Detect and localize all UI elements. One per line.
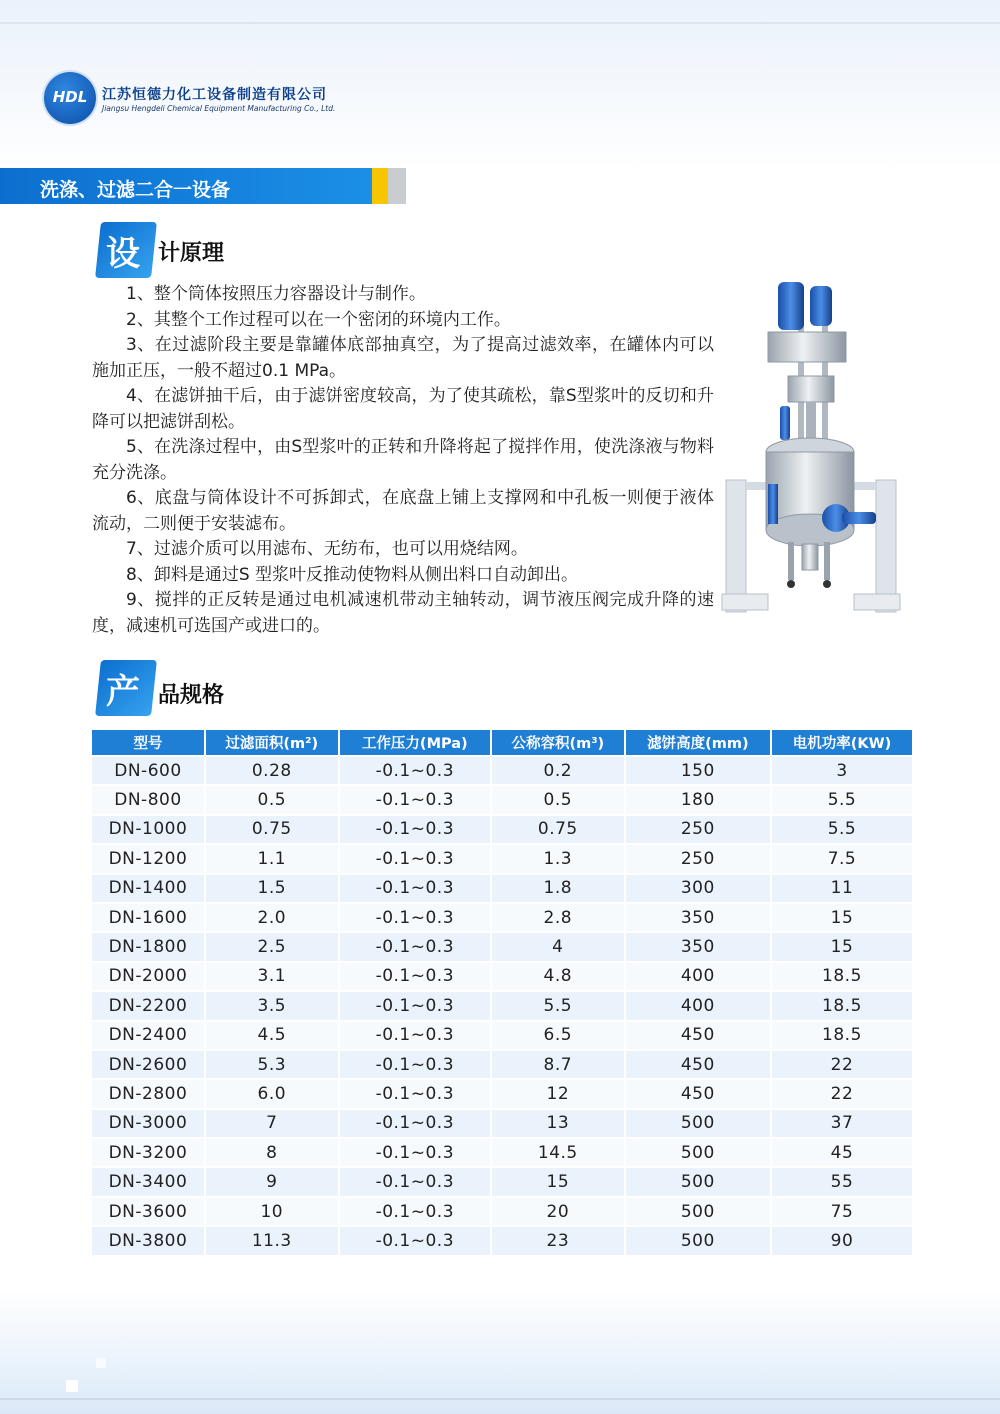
footer-decor-square — [96, 1358, 106, 1368]
table-cell: DN-2600 — [92, 1051, 204, 1078]
table-cell: 0.75 — [492, 816, 624, 843]
principle-item: 9、搅拌的正反转是通过电机减速机带动主轴转动，调节液压阀完成升降的速度，减速机可选国产或进口的。 — [92, 590, 714, 636]
principle-item: 7、过滤介质可以用滤布、无纺布，也可以用烧结网。 — [126, 539, 528, 559]
footer-background — [0, 1290, 1000, 1414]
table-cell: 11 — [772, 875, 912, 902]
filter-washer-machine-illustration — [718, 272, 904, 622]
table-cell: 0.5 — [206, 786, 338, 813]
table-cell: 90 — [772, 1227, 912, 1254]
table-cell: 15 — [492, 1168, 624, 1195]
table-cell: DN-3200 — [92, 1139, 204, 1166]
table-cell: 18.5 — [772, 1022, 912, 1049]
table-cell: 3.5 — [206, 992, 338, 1019]
table-row — [92, 963, 912, 990]
header-divider — [0, 22, 1000, 24]
header-model: 型号 — [92, 730, 204, 755]
table-cell: -0.1~0.3 — [340, 1227, 490, 1254]
table-row — [92, 1227, 912, 1254]
table-cell: 3.1 — [206, 963, 338, 990]
table-cell: DN-800 — [92, 786, 204, 813]
principle-item: 5、在洗涤过程中，由S型浆叶的正转和升降将起了搅拌作用，使洗涤液与物料充分洗涤。 — [92, 437, 714, 483]
table-cell: 7.5 — [772, 845, 912, 872]
table-cell: -0.1~0.3 — [340, 992, 490, 1019]
table-cell: DN-3800 — [92, 1227, 204, 1254]
principle-item: 6、底盘与筒体设计不可拆卸式，在底盘上铺上支撑网和中孔板一则便于液体流动，二则便于安装滤布。 — [92, 488, 714, 534]
table-row — [92, 845, 912, 872]
footer-divider — [0, 1398, 1000, 1400]
header-motor-power: 电机功率(KW) — [772, 730, 912, 755]
table-cell: DN-1800 — [92, 933, 204, 960]
table-cell: 400 — [626, 992, 770, 1019]
table-cell: DN-1000 — [92, 816, 204, 843]
table-cell: 10 — [206, 1198, 338, 1225]
table-row — [92, 1168, 912, 1195]
table-cell: 180 — [626, 786, 770, 813]
table-cell: 8 — [206, 1139, 338, 1166]
table-row — [92, 1080, 912, 1107]
page-title: 洗涤、过滤二合一设备 — [40, 179, 231, 201]
table-cell: DN-1200 — [92, 845, 204, 872]
table-cell: -0.1~0.3 — [340, 1139, 490, 1166]
table-cell: 0.5 — [492, 786, 624, 813]
footer-decor-square — [66, 1380, 78, 1392]
table-cell: 500 — [626, 1139, 770, 1166]
table-cell: 12 — [492, 1080, 624, 1107]
table-cell: -0.1~0.3 — [340, 1168, 490, 1195]
table-cell: 150 — [626, 757, 770, 784]
table-cell: DN-600 — [92, 757, 204, 784]
principle-item: 8、卸料是通过S 型浆叶反推动使物料从侧出料口自动卸出。 — [126, 564, 579, 585]
table-cell: -0.1~0.3 — [340, 933, 490, 960]
table-cell: 1.5 — [206, 875, 338, 902]
table-cell: 22 — [772, 1080, 912, 1107]
table-cell: -0.1~0.3 — [340, 845, 490, 872]
table-cell: DN-2800 — [92, 1080, 204, 1107]
table-cell: 8.7 — [492, 1051, 624, 1078]
table-cell: -0.1~0.3 — [340, 1198, 490, 1225]
table-cell: -0.1~0.3 — [340, 816, 490, 843]
table-cell: 500 — [626, 1110, 770, 1137]
table-cell: -0.1~0.3 — [340, 875, 490, 902]
table-cell: DN-2200 — [92, 992, 204, 1019]
table-cell: 400 — [626, 963, 770, 990]
table-cell: 250 — [626, 816, 770, 843]
table-cell: 55 — [772, 1168, 912, 1195]
table-cell: -0.1~0.3 — [340, 1022, 490, 1049]
principle-item: 2、其整个工作过程可以在一个密闭的环境内工作。 — [126, 309, 511, 330]
table-cell: DN-3400 — [92, 1168, 204, 1195]
table-cell: 500 — [626, 1227, 770, 1254]
table-row — [92, 933, 912, 960]
title-accent-yellow — [372, 168, 388, 204]
spec-table — [90, 728, 914, 1257]
table-cell: 2.8 — [492, 904, 624, 931]
table-cell: 7 — [206, 1110, 338, 1137]
table-cell: 11.3 — [206, 1227, 338, 1254]
table-cell: 2.0 — [206, 904, 338, 931]
table-cell: 5.5 — [492, 992, 624, 1019]
table-cell: 14.5 — [492, 1139, 624, 1166]
table-row — [92, 757, 912, 784]
table-cell: 1.3 — [492, 845, 624, 872]
table-cell: 13 — [492, 1110, 624, 1137]
table-cell: 6.0 — [206, 1080, 338, 1107]
table-cell: 1.8 — [492, 875, 624, 902]
table-cell: 300 — [626, 875, 770, 902]
table-cell: 1.1 — [206, 845, 338, 872]
product-heading-text: 品规格 — [158, 683, 225, 708]
table-cell: 37 — [772, 1110, 912, 1137]
table-cell: 15 — [772, 933, 912, 960]
table-cell: -0.1~0.3 — [340, 757, 490, 784]
table-cell: 500 — [626, 1168, 770, 1195]
table-row — [92, 1051, 912, 1078]
table-cell: DN-1400 — [92, 875, 204, 902]
table-cell: 9 — [206, 1168, 338, 1195]
table-cell: 350 — [626, 933, 770, 960]
principle-item: 3、在过滤阶段主要是靠罐体底部抽真空，为了提高过滤效率，在罐体内可以施加正压，一般不超过0.1 MPa。 — [92, 335, 714, 381]
table-cell: 450 — [626, 1022, 770, 1049]
table-cell: 22 — [772, 1051, 912, 1078]
table-cell: 5.5 — [772, 816, 912, 843]
table-cell: DN-2400 — [92, 1022, 204, 1049]
table-cell: -0.1~0.3 — [340, 963, 490, 990]
table-cell: 2.5 — [206, 933, 338, 960]
table-cell: 4 — [492, 933, 624, 960]
table-cell: -0.1~0.3 — [340, 1110, 490, 1137]
table-cell: 250 — [626, 845, 770, 872]
table-row — [92, 904, 912, 931]
table-cell: DN-3000 — [92, 1110, 204, 1137]
table-cell: 3 — [772, 757, 912, 784]
header-filter-area: 过滤面积(m²) — [206, 730, 338, 755]
table-cell: 18.5 — [772, 992, 912, 1019]
table-cell: DN-3600 — [92, 1198, 204, 1225]
title-accent-gray — [388, 168, 406, 204]
table-cell: 0.28 — [206, 757, 338, 784]
table-cell: 450 — [626, 1051, 770, 1078]
logo-text: HDL — [52, 88, 88, 106]
table-cell: DN-2000 — [92, 963, 204, 990]
company-name-en: Jiangsu Hengdeli Chemical Equipment Manufacturing Co., Ltd. — [102, 104, 336, 113]
table-cell: 75 — [772, 1198, 912, 1225]
table-cell: 23 — [492, 1227, 624, 1254]
table-row — [92, 816, 912, 843]
table-cell: -0.1~0.3 — [340, 1080, 490, 1107]
table-cell: 18.5 — [772, 963, 912, 990]
spec-table-header-row — [92, 730, 912, 755]
table-row — [92, 1110, 912, 1137]
table-cell: -0.1~0.3 — [340, 904, 490, 931]
table-cell: 15 — [772, 904, 912, 931]
table-cell: 5.5 — [772, 786, 912, 813]
design-principles — [92, 282, 714, 639]
table-cell: 4.8 — [492, 963, 624, 990]
table-cell: 45 — [772, 1139, 912, 1166]
table-cell: 4.5 — [206, 1022, 338, 1049]
header-working-pressure: 工作压力(MPa) — [340, 730, 490, 755]
principle-item: 1、整个筒体按照压力容器设计与制作。 — [126, 284, 426, 304]
design-heading-char: 设 — [106, 234, 140, 274]
table-row — [92, 875, 912, 902]
table-cell: 20 — [492, 1198, 624, 1225]
company-name-cn: 江苏恒德力化工设备制造有限公司 — [102, 87, 327, 103]
table-row — [92, 1139, 912, 1166]
table-row — [92, 1198, 912, 1225]
table-cell: 6.5 — [492, 1022, 624, 1049]
header-cake-height: 滤饼高度(mm) — [626, 730, 770, 755]
table-cell: 0.75 — [206, 816, 338, 843]
table-cell: 5.3 — [206, 1051, 338, 1078]
table-cell: -0.1~0.3 — [340, 1051, 490, 1078]
product-heading-char: 产 — [106, 672, 140, 712]
table-cell: -0.1~0.3 — [340, 786, 490, 813]
table-cell: 350 — [626, 904, 770, 931]
table-row — [92, 786, 912, 813]
table-cell: 450 — [626, 1080, 770, 1107]
design-heading-text: 计原理 — [158, 241, 225, 266]
table-cell: 0.2 — [492, 757, 624, 784]
table-row — [92, 992, 912, 1019]
table-cell: 500 — [626, 1198, 770, 1225]
principle-item: 4、在滤饼抽干后，由于滤饼密度较高，为了使其疏松，靠S型浆叶的反切和升降可以把滤饼刮松。 — [92, 386, 714, 432]
table-cell: DN-1600 — [92, 904, 204, 931]
table-row — [92, 1022, 912, 1049]
header-nominal-volume: 公称容积(m³) — [492, 730, 624, 755]
